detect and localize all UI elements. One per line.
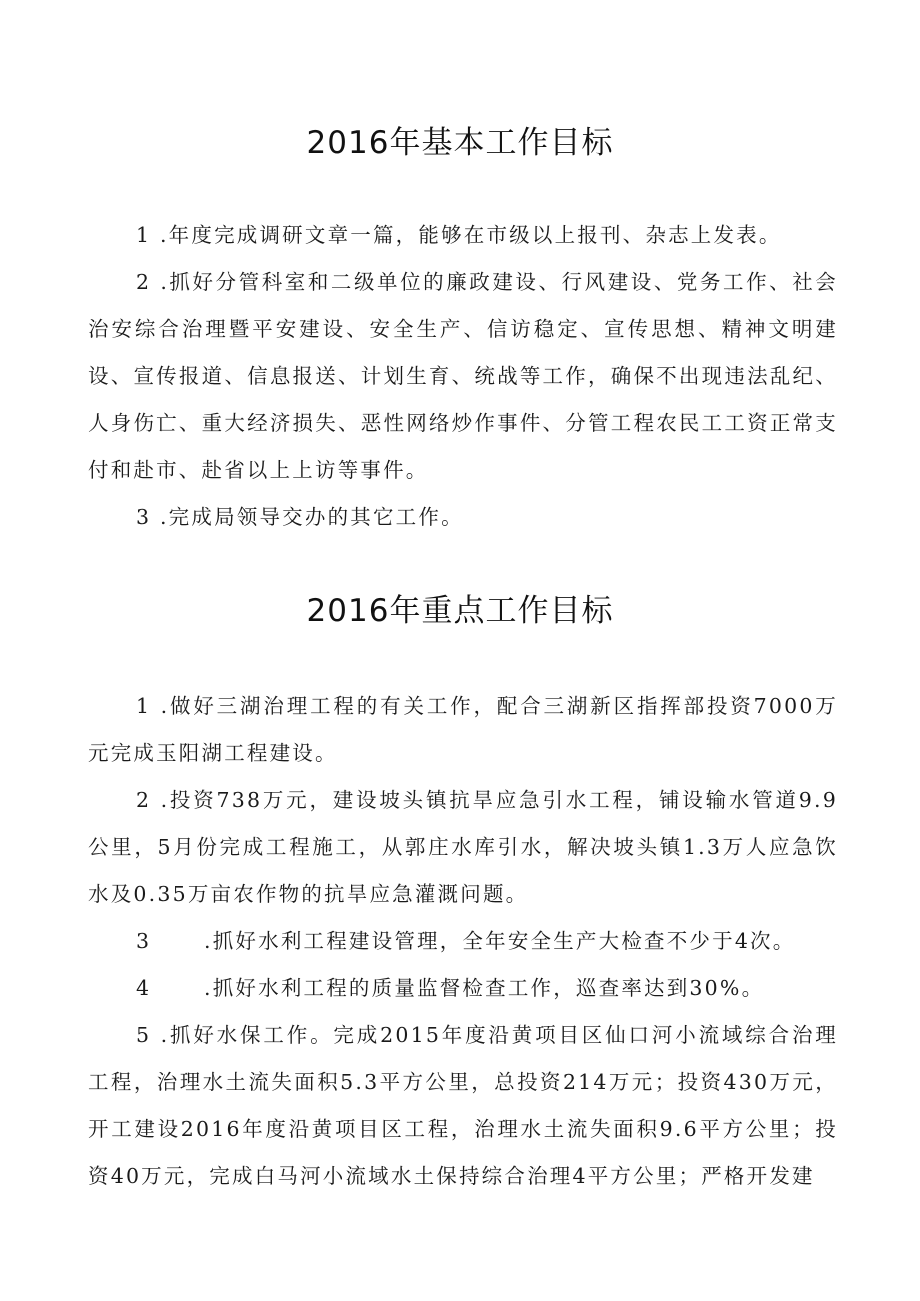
- item-text: .做好三湖治理工程的有关工作，配合三湖新区指挥部投资7000万元完成玉阳湖工程建设。: [88, 694, 839, 765]
- key-goal-item-5: [88, 1012, 838, 1200]
- item-number: 2: [136, 270, 152, 294]
- key-goals-section: [88, 683, 838, 1200]
- item-number: 1: [136, 694, 152, 718]
- basic-goal-item-2: [88, 259, 838, 494]
- item-number: 2: [136, 788, 152, 812]
- item-number: 5: [136, 1023, 152, 1047]
- item-text: .抓好分管科室和二级单位的廉政建设、行风建设、党务工作、社会治安综合治理暨平安建设、安全生产、信访稳定、宣传思想、精神文明建设、宣传报道、信息报送、计划生育、统战等工作，确保不出现违法乱纪、人身伤亡、重大经济损失、恶性网络炒作事件、分管工程农民工工资正常支付和赴市、赴省以上上访等事件。: [88, 270, 839, 482]
- item-text: .完成局领导交办的其它工作。: [159, 505, 464, 529]
- key-goal-item-1: [88, 683, 838, 777]
- basic-goals-title: 2016年基本工作目标: [306, 125, 614, 161]
- item-text: .抓好水利工程的质量监督检查工作，巡查率达到30%。: [204, 976, 765, 1000]
- key-goal-item-4: [88, 965, 838, 1012]
- key-goal-item-3: [88, 918, 838, 965]
- item-text: .抓好水利工程建设管理，全年安全生产大检查不少于4次。: [204, 929, 796, 953]
- item-text: .年度完成调研文章一篇，能够在市级以上报刊、杂志上发表。: [159, 223, 782, 247]
- item-number: 1: [136, 223, 152, 247]
- item-number: 4: [136, 976, 152, 1000]
- basic-goal-item-3: [88, 494, 838, 541]
- basic-goal-item-1: [88, 212, 838, 259]
- key-goals-title: 2016年重点工作目标: [306, 593, 614, 629]
- item-text: .抓好水保工作。完成2015年度沿黄项目区仙口河小流域综合治理工程，治理水土流失面积5.3平方公里，总投资214万元；投资430万元，开工建设2016年度沿黄项目区工程，治理水土流失面积9.6平方公里；投资40万元，完成白马河小流域水土保持综合治理4平方公里；严格开发建: [88, 1023, 839, 1188]
- item-text: .投资738万元，建设坡头镇抗旱应急引水工程，铺设输水管道9.9公里，5月份完成工程施工，从郭庄水库引水，解决坡头镇1.3万人应急饮水及0.35万亩农作物的抗旱应急灌溉问题。: [88, 788, 838, 906]
- item-number: 3: [136, 505, 152, 529]
- basic-goals-section: [88, 212, 838, 541]
- key-goal-item-2: [88, 777, 838, 918]
- item-number: 3: [136, 929, 152, 953]
